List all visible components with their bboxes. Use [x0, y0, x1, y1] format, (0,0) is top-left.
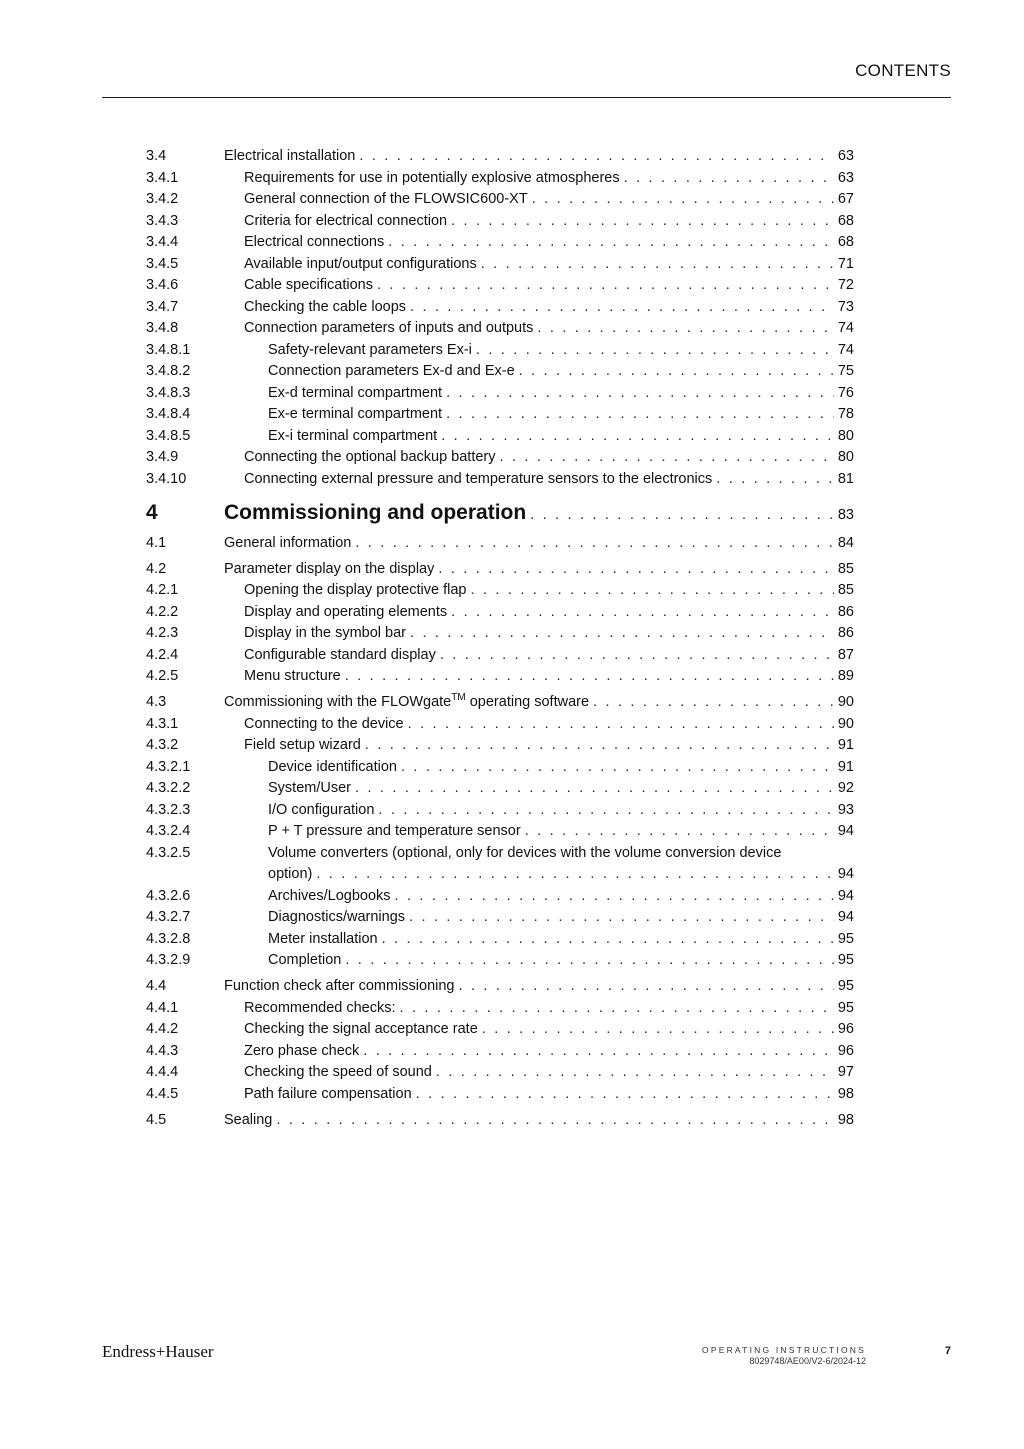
dot-leader [532, 189, 834, 211]
toc-row[interactable] [146, 189, 854, 211]
toc-title: Requirements for use in potentially explosive atmospheres [244, 169, 620, 186]
toc-row[interactable] [146, 1041, 854, 1063]
dot-leader [345, 950, 834, 972]
toc-number: 3.4.5 [146, 255, 179, 272]
toc-number: 3.4.6 [146, 277, 179, 293]
toc-number: 3.4.10 [146, 470, 187, 487]
toc-page-number: 89 [837, 668, 854, 684]
toc-number: 4.3.2.4 [146, 823, 191, 839]
toc-title: Path failure compensation [244, 1085, 412, 1102]
toc-page-number: 81 [837, 470, 854, 487]
toc-row[interactable] [146, 886, 854, 908]
dot-leader [716, 469, 834, 491]
toc-row[interactable] [146, 843, 854, 886]
toc-row[interactable] [146, 146, 854, 168]
toc-page-number: 63 [837, 148, 854, 164]
toc-row[interactable] [146, 998, 854, 1020]
toc-title: Ex-e terminal compartment [268, 406, 443, 422]
dot-leader [519, 361, 834, 383]
toc-page-number: 72 [837, 277, 854, 293]
toc-number: 4.4 [146, 978, 167, 994]
toc-number: 4.1 [146, 534, 167, 551]
dot-leader [500, 447, 834, 469]
dot-leader [409, 907, 834, 929]
toc-title: Connecting external pressure and temperature sensors to the electronics [244, 470, 713, 487]
document-type: OPERATING INSTRUCTIONS [702, 1345, 866, 1355]
toc-entry [268, 800, 854, 822]
toc-title: Commissioning and operation [224, 501, 527, 524]
toc-title: Volume converters (optional, only for devices with the volume conversion device [268, 844, 782, 861]
toc-row[interactable] [146, 1084, 854, 1106]
toc-row[interactable] [146, 1062, 854, 1084]
toc-page-number: 68 [837, 234, 854, 250]
toc-page-number: 93 [837, 801, 854, 818]
toc-title: Archives/Logbooks [268, 887, 391, 904]
toc-number: 4.3 [146, 694, 167, 710]
toc-entry [244, 1084, 854, 1106]
toc-number: 4.4.2 [146, 1021, 179, 1037]
toc-entry [268, 778, 854, 800]
toc-row[interactable] [146, 821, 854, 843]
toc-number: 4.4.4 [146, 1064, 179, 1080]
toc-title: Display and operating elements [244, 603, 448, 620]
toc-number: 3.4.8 [146, 320, 179, 336]
toc-entry [244, 189, 854, 211]
toc-entry [268, 843, 854, 886]
toc-title: Available input/output configurations [244, 255, 477, 272]
toc-number: 4.4.3 [146, 1042, 179, 1059]
toc-page-number: 78 [837, 406, 854, 422]
dot-leader [482, 1019, 834, 1041]
toc-title: Checking the signal acceptance rate [244, 1021, 478, 1037]
toc-page-number: 90 [837, 694, 854, 710]
toc-entry [268, 340, 854, 362]
toc-number: 4.2.3 [146, 625, 179, 641]
toc-title: Function check after commissioning [224, 978, 455, 994]
toc-entry [244, 297, 854, 319]
toc-row[interactable] [146, 1110, 854, 1132]
toc-number: 4.5 [146, 1111, 167, 1128]
toc-page-number: 95 [837, 952, 854, 968]
toc-entry [244, 623, 854, 645]
toc-number: 4.2.4 [146, 646, 179, 663]
toc-page-number: 67 [837, 191, 854, 207]
toc-number: 4.3.2.1 [146, 758, 191, 775]
toc-entry [224, 533, 854, 555]
toc-row[interactable] [146, 469, 854, 491]
toc-page-number: 84 [837, 534, 854, 551]
toc-title: Diagnostics/warnings [268, 909, 406, 925]
dot-leader [410, 623, 834, 645]
toc-page-number: 75 [837, 363, 854, 379]
toc-title: Menu structure [244, 668, 341, 684]
toc-title: Meter installation [268, 930, 378, 947]
dot-leader [400, 998, 834, 1020]
dot-leader [525, 821, 834, 843]
toc-number: 3.4.8.2 [146, 363, 191, 379]
toc-entry [244, 580, 854, 602]
toc-page-number: 96 [837, 1021, 854, 1037]
dot-leader [593, 692, 834, 714]
dot-leader [537, 318, 833, 340]
toc-entry [224, 692, 854, 714]
toc-entry [268, 383, 854, 405]
toc-entry [224, 559, 854, 581]
toc-page-number: 91 [837, 758, 854, 775]
dot-leader [451, 211, 834, 233]
toc-row[interactable] [146, 498, 854, 528]
toc-row[interactable] [146, 361, 854, 383]
toc-number: 4.3.2.2 [146, 780, 191, 796]
dot-leader [459, 976, 834, 998]
toc-title: Electrical installation [224, 148, 356, 164]
toc-entry [244, 232, 854, 254]
toc-row[interactable] [146, 692, 854, 714]
toc-number: 4.3.2.9 [146, 952, 191, 968]
toc-entry [244, 318, 854, 340]
dot-leader [446, 404, 834, 426]
toc-title: Ex-i terminal compartment [268, 427, 438, 444]
toc-number: 4.3.2.7 [146, 909, 191, 925]
toc-number: 3.4.7 [146, 298, 179, 315]
toc-page-number: 71 [837, 255, 854, 272]
toc-page-number: 91 [837, 737, 854, 753]
toc-row[interactable] [146, 275, 854, 297]
toc-page-number: 86 [837, 625, 854, 641]
toc-row[interactable] [146, 666, 854, 688]
dot-leader [408, 714, 834, 736]
trademark-superscript: TM [451, 692, 466, 704]
dot-leader [416, 1084, 834, 1106]
dot-leader [410, 297, 834, 319]
toc-number: 4.3.2.3 [146, 801, 191, 818]
toc-entry [224, 1110, 854, 1132]
toc-row[interactable] [146, 447, 854, 469]
toc-entry [244, 1041, 854, 1063]
toc-row[interactable] [146, 211, 854, 233]
toc-page-number: 94 [837, 887, 854, 904]
toc-page-number: 98 [837, 1111, 854, 1128]
toc-row[interactable] [146, 232, 854, 254]
toc-number: 3.4.8.3 [146, 384, 191, 401]
dot-leader [395, 886, 834, 908]
toc-number: 3.4 [146, 148, 167, 164]
toc-number: 4.2 [146, 560, 167, 577]
toc-number: 4.3.2 [146, 737, 179, 753]
toc-row[interactable] [146, 404, 854, 426]
toc-title: P + T pressure and temperature sensor [268, 823, 521, 839]
toc-entry [244, 1019, 854, 1041]
toc-entry [268, 361, 854, 383]
toc-row[interactable] [146, 602, 854, 624]
toc-number: 3.4.3 [146, 212, 179, 229]
table-of-contents [146, 146, 854, 1131]
toc-title: Display in the symbol bar [244, 625, 406, 641]
toc-title: Connecting the optional backup battery [244, 449, 496, 465]
toc-title: General information [224, 534, 352, 551]
toc-page-number: 73 [837, 298, 854, 315]
toc-title: Connection parameters of inputs and outputs [244, 320, 534, 336]
toc-page-number: 94 [837, 823, 854, 839]
toc-row[interactable] [146, 714, 854, 736]
toc-page-number: 96 [837, 1042, 854, 1059]
toc-row[interactable] [146, 168, 854, 190]
toc-row[interactable] [146, 533, 854, 555]
toc-row[interactable] [146, 976, 854, 998]
toc-page-number: 83 [837, 507, 854, 523]
toc-title: Completion [268, 952, 342, 968]
toc-title: Field setup wizard [244, 737, 361, 753]
brand-logo-text: Endress+Hauser [102, 1342, 214, 1361]
toc-page-number: 90 [837, 715, 854, 732]
dot-leader [438, 559, 833, 581]
toc-entry [268, 426, 854, 448]
toc-row[interactable] [146, 1019, 854, 1041]
toc-entry [244, 447, 854, 469]
dot-leader [530, 500, 834, 530]
toc-row[interactable] [146, 778, 854, 800]
toc-row[interactable] [146, 426, 854, 448]
toc-row[interactable] [146, 929, 854, 951]
toc-page-number: 76 [837, 384, 854, 401]
toc-entry [244, 275, 854, 297]
toc-title: Cable specifications [244, 277, 373, 293]
dot-leader [378, 800, 833, 822]
toc-row[interactable] [146, 757, 854, 779]
toc-number: 3.4.1 [146, 169, 179, 186]
dot-leader [355, 778, 834, 800]
toc-entry [244, 168, 854, 190]
toc-title: System/User [268, 780, 351, 796]
toc-title-continuation: option) [268, 866, 313, 882]
toc-page-number: 92 [837, 780, 854, 796]
toc-entry [268, 757, 854, 779]
toc-page-number: 95 [837, 930, 854, 947]
dot-leader [481, 254, 834, 276]
dot-leader [624, 168, 834, 190]
toc-title: Parameter display on the display [224, 560, 435, 577]
toc-title: Opening the display protective flap [244, 582, 467, 598]
toc-entry [244, 998, 854, 1020]
toc-row[interactable] [146, 580, 854, 602]
toc-title: Ex-d terminal compartment [268, 384, 443, 401]
toc-title: Connection parameters Ex-d and Ex-e [268, 363, 515, 379]
toc-number: 4.4.5 [146, 1085, 179, 1102]
dot-leader [401, 757, 834, 779]
toc-row[interactable] [146, 559, 854, 581]
toc-entry [224, 498, 854, 530]
toc-title: Checking the cable loops [244, 298, 407, 315]
toc-page-number: 63 [837, 169, 854, 186]
toc-entry [268, 929, 854, 951]
toc-title: Criteria for electrical connection [244, 212, 448, 229]
toc-entry [244, 735, 854, 757]
toc-page-number: 85 [837, 560, 854, 577]
toc-number: 4.4.1 [146, 999, 179, 1016]
toc-title: Electrical connections [244, 234, 385, 250]
dot-leader [363, 1041, 834, 1063]
toc-number: 4.3.2.5 [146, 844, 191, 861]
toc-row[interactable] [146, 735, 854, 757]
toc-row[interactable] [146, 297, 854, 319]
toc-title: Recommended checks: [244, 999, 396, 1016]
toc-number: 4.2.5 [146, 668, 179, 684]
toc-page-number: 80 [837, 449, 854, 465]
toc-entry [244, 469, 854, 491]
dot-leader [476, 340, 834, 362]
dot-leader [436, 1062, 834, 1084]
toc-row[interactable] [146, 254, 854, 276]
toc-title: Device identification [268, 758, 397, 775]
toc-entry [244, 254, 854, 276]
toc-title: Safety-relevant parameters Ex-i [268, 341, 472, 358]
toc-page-number: 94 [837, 909, 854, 925]
page-number: 7 [944, 1345, 951, 1357]
dot-leader [382, 929, 834, 951]
toc-title: Configurable standard display [244, 646, 436, 663]
toc-entry [224, 976, 854, 998]
toc-number: 3.4.2 [146, 191, 179, 207]
toc-page-number: 86 [837, 603, 854, 620]
dot-leader [316, 864, 834, 886]
toc-number: 4.2.2 [146, 603, 179, 620]
toc-page-number: 74 [837, 341, 854, 358]
dot-leader [276, 1110, 833, 1132]
page-header-title: CONTENTS [855, 61, 951, 80]
toc-page-number: 80 [837, 427, 854, 444]
document-info [702, 1345, 866, 1366]
toc-entry [268, 950, 854, 972]
dot-leader [451, 602, 834, 624]
toc-number: 3.4.4 [146, 234, 179, 250]
toc-entry [244, 714, 854, 736]
toc-page-number: 95 [837, 999, 854, 1016]
dot-leader [345, 666, 834, 688]
toc-entry [244, 666, 854, 688]
toc-page-number: 97 [837, 1064, 854, 1080]
toc-number: 3.4.8.4 [146, 406, 191, 422]
toc-entry [244, 1062, 854, 1084]
toc-page-number: 94 [837, 866, 854, 882]
toc-entry [268, 404, 854, 426]
toc-page-number: 85 [837, 582, 854, 598]
toc-page-number: 74 [837, 320, 854, 336]
toc-row[interactable] [146, 340, 854, 362]
toc-row[interactable] [146, 950, 854, 972]
toc-page-number: 95 [837, 978, 854, 994]
document-id: 8029748/AE00/V2-6/2024-12 [749, 1356, 866, 1366]
toc-page-number: 68 [837, 212, 854, 229]
toc-entry [268, 886, 854, 908]
toc-row[interactable] [146, 383, 854, 405]
toc-row[interactable] [146, 645, 854, 667]
toc-number: 4.3.1 [146, 715, 179, 732]
toc-number: 4.3.2.6 [146, 887, 191, 904]
toc-entry [224, 146, 854, 168]
dot-leader [446, 383, 834, 405]
toc-page-number: 98 [837, 1085, 854, 1102]
toc-number: 4.3.2.8 [146, 930, 191, 947]
header-divider [102, 97, 951, 98]
toc-title: General connection of the FLOWSIC600-XT [244, 191, 528, 207]
toc-entry [244, 645, 854, 667]
dot-leader [388, 232, 834, 254]
toc-number: 3.4.8.1 [146, 341, 191, 358]
dot-leader [355, 533, 834, 555]
toc-entry [244, 211, 854, 233]
dot-leader [440, 645, 834, 667]
toc-title: Checking the speed of sound [244, 1064, 432, 1080]
dot-leader [470, 580, 833, 602]
toc-title: Connecting to the device [244, 715, 404, 732]
toc-row[interactable] [146, 623, 854, 645]
toc-number: 4.2.1 [146, 582, 179, 598]
toc-entry [268, 907, 854, 929]
toc-title: I/O configuration [268, 801, 375, 818]
toc-row[interactable] [146, 800, 854, 822]
toc-title: Commissioning with the FLOWgate™ operating software [224, 692, 590, 710]
toc-entry [244, 602, 854, 624]
dot-leader [359, 146, 833, 168]
toc-title: Zero phase check [244, 1042, 360, 1059]
toc-number: 3.4.9 [146, 449, 179, 465]
toc-row[interactable] [146, 318, 854, 340]
dot-leader [441, 426, 834, 448]
dot-leader [377, 275, 834, 297]
toc-page-number: 87 [837, 646, 854, 663]
toc-number: 4 [146, 501, 158, 524]
dot-leader [365, 735, 834, 757]
toc-number: 3.4.8.5 [146, 427, 191, 444]
toc-entry [268, 821, 854, 843]
toc-title: Sealing [224, 1111, 273, 1128]
toc-row[interactable] [146, 907, 854, 929]
